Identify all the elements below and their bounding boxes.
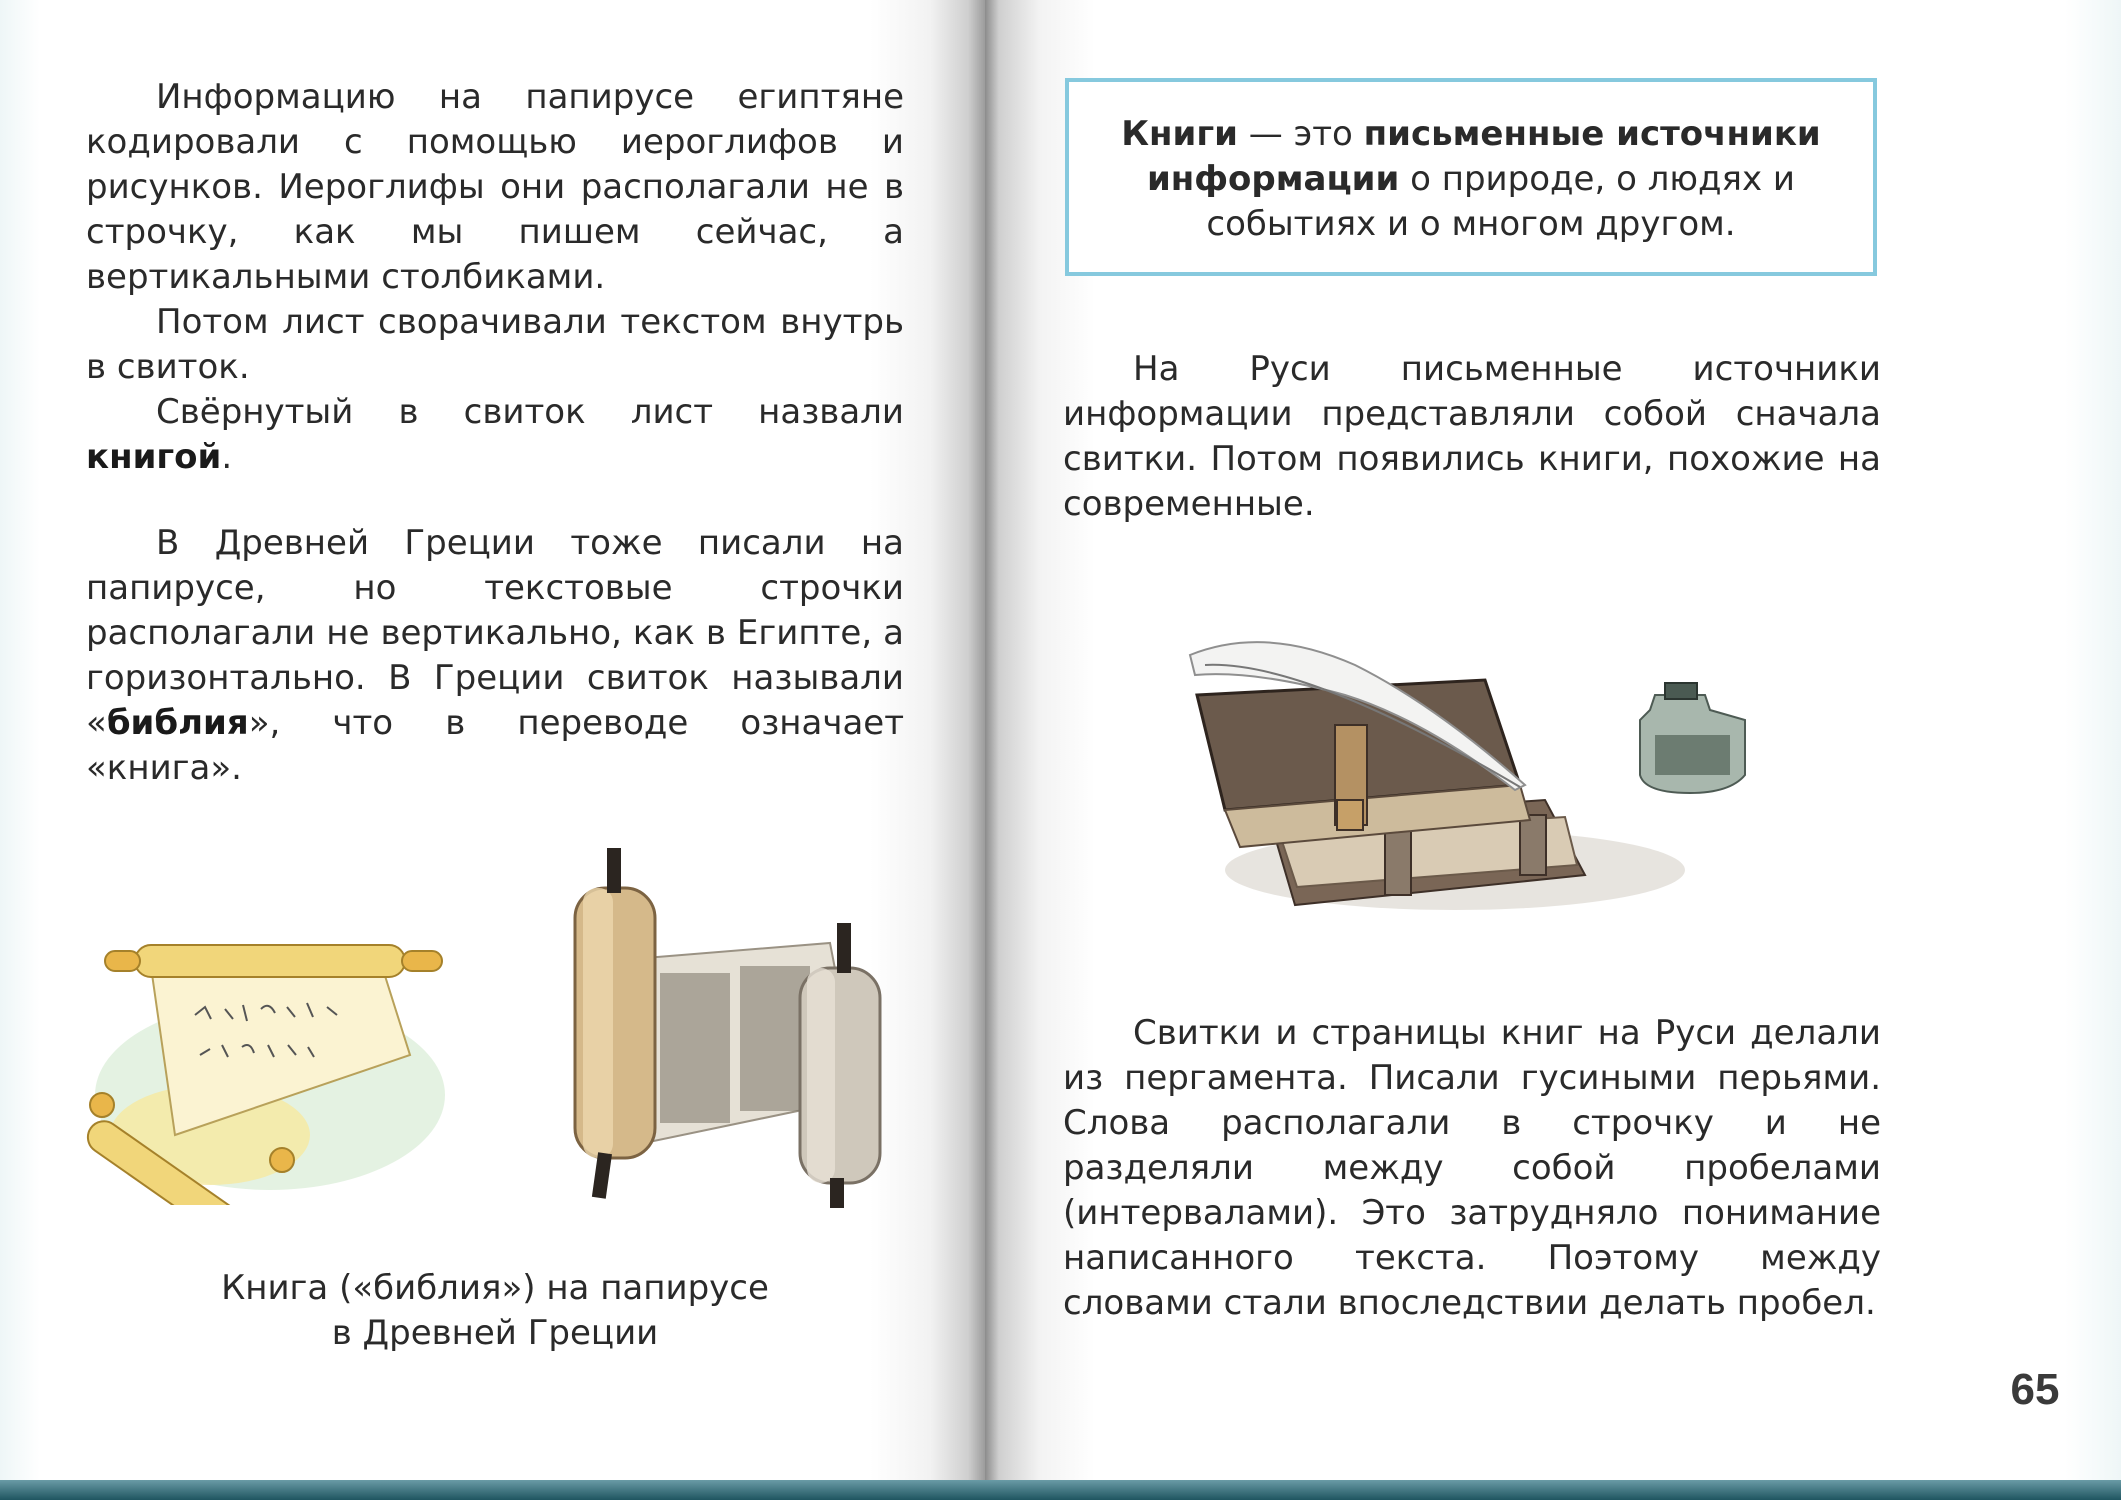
paragraph-rus-scrolls: На Руси письменные источники информации представляли собой сначала свитки. Потом появились книги, похожие на современные. <box>1063 349 1881 524</box>
paragraph-scroll-rolled: Потом лист сворачивали текстом внутрь в свиток. <box>86 302 904 387</box>
bold-term-bible: библия <box>106 703 249 743</box>
definition-box <box>1065 78 1877 276</box>
papyrus-scroll-illustration <box>80 905 460 1205</box>
caption-line-2: в Древней Греции <box>331 1313 659 1353</box>
page-number: 65 <box>2010 1365 2060 1414</box>
old-books-quill-inkwell-illustration <box>1185 625 1755 925</box>
paragraph-greece-papyrus: В Древней Греции тоже писали на папирусе, но текстовые строчки располагали не вертикально, как в Египте, а горизонтально. В Греции свиток называли «библия», что в переводе означает «книга». <box>86 523 904 788</box>
caption-line-1: Книга («библия») на папирусе <box>221 1268 769 1308</box>
book-cover-edge <box>0 1480 2121 1500</box>
paragraph-book-name: Свёрнутый в свиток лист назвали книгой. <box>86 392 904 477</box>
definition-text: Книги — это письменные источники информации о природе, о людях и событиях и о многом другом. <box>1121 114 1821 244</box>
left-text-upper <box>86 75 904 480</box>
illustration-caption <box>160 1266 830 1356</box>
right-text-rus-sources <box>1063 347 1881 527</box>
bold-term-book: книгой <box>86 437 222 477</box>
paragraph-egypt-hieroglyphs: Информацию на папирусе египтяне кодировали с помощью иероглифов и рисунков. Иероглифы они располагали не в строчку, как мы пишем сейчас, а вертикальными столбиками. <box>86 77 904 297</box>
definition-term-written-sources: письменные источники информации <box>1146 114 1821 199</box>
paragraph-parchment-spaces: Свитки и страницы книг на Руси делали из пергамента. Писали гусиными перьями. Слова располагали в строчку и не разделяли между собой пробелами (интервалами). Это затрудняло понимание написанного текста. Поэтому между словами стали впоследствии делать пробел. <box>1063 1013 1881 1323</box>
left-text-greece <box>86 521 904 791</box>
right-text-parchment <box>1063 1011 1881 1326</box>
parchment-scroll-photo-illustration <box>525 848 910 1208</box>
definition-term-books: Книги <box>1121 114 1238 154</box>
